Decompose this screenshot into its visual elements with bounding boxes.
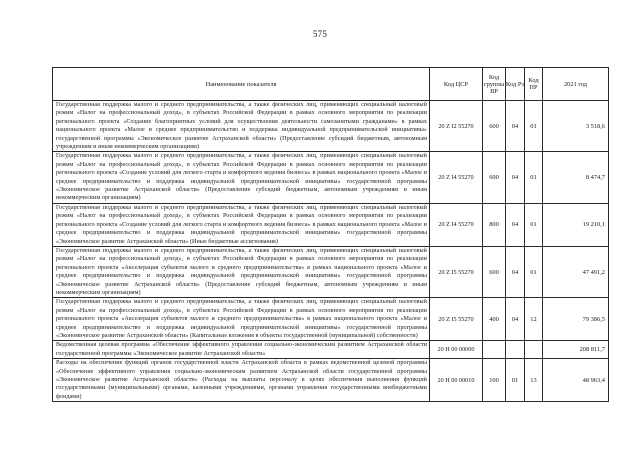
row-csr-code: 20 Z I5 55270 <box>430 298 483 341</box>
row-amount: 208 811,7 <box>543 341 609 359</box>
row-name: Ведомственная целевая программа «Обеспечение эффективного управления социально-экономическим развитием Астраханской области государственной программы «Экономическое развитие Астраханской области» <box>53 341 430 359</box>
row-vr-code <box>483 341 506 359</box>
column-header-year: 2021 год <box>543 68 609 101</box>
table-row <box>53 359 609 402</box>
row-csr-code: 20 Н 00 00000 <box>430 341 483 359</box>
row-name: Государственная поддержка малого и среднего предпринимательства, а также физических лиц, применяющих специальный налоговый режим «Налог на профессиональный доход», в субъектах Российской Федерации в рамках основного мероприятия по реализации регионального проекта «Акселерация субъектов малого и среднего предпринимательства» в рамках национального проекта «Малое и среднее предпринимательство и поддержка индивидуальной предпринимательской инициативы» государственной программы «Экономическое развитие Астраханской области» (Капитальные вложения в объекты государственной (муниципальной) собственности) <box>53 298 430 341</box>
row-pr-code: 01 <box>525 203 543 246</box>
row-rz-code <box>506 341 525 359</box>
column-header-name: Наименование показателя <box>53 68 430 101</box>
row-vr-code: 600 <box>483 152 506 203</box>
row-amount: 19 210,1 <box>543 203 609 246</box>
row-name: Государственная поддержка малого и среднего предпринимательства, а также физических лиц, применяющих специальный налоговый режим «Налог на профессиональный доход», в субъектах Российской Федерации в рамках основного мероприятия по реализации регионального проекта «Создание условий для легкого старта и комфортного ведения бизнеса» в рамках национального проекта «Малое и среднее предпринимательство и поддержка индивидуальной предпринимательской инициативы» государственной программы «Экономическое развитие Астраханской области» (Предоставление субсидий бюджетным, автономным учреждениям и иным некоммерческим организациям) <box>53 152 430 203</box>
row-amount: 3 518,6 <box>543 101 609 152</box>
column-header-rz: Код Рз <box>506 68 525 101</box>
row-pr-code: 13 <box>525 359 543 402</box>
table-header-row <box>53 68 609 101</box>
row-rz-code: 04 <box>506 298 525 341</box>
row-vr-code: 800 <box>483 203 506 246</box>
row-rz-code: 04 <box>506 203 525 246</box>
table-row <box>53 152 609 203</box>
row-amount: 79 386,5 <box>543 298 609 341</box>
table-row <box>53 341 609 359</box>
row-vr-code: 600 <box>483 246 506 297</box>
row-rz-code: 04 <box>506 152 525 203</box>
row-csr-code: 20 Z I4 55270 <box>430 152 483 203</box>
row-csr-code: 20 Н 00 00010 <box>430 359 483 402</box>
row-rz-code: 01 <box>506 359 525 402</box>
row-rz-code: 04 <box>506 246 525 297</box>
row-csr-code: 20 Z I2 55270 <box>430 101 483 152</box>
table-row <box>53 298 609 341</box>
row-name: Государственная поддержка малого и среднего предпринимательства, а также физических лиц, применяющих специальный налоговый режим «Налог на профессиональный доход», в субъектах Российской Федерации в рамках основного мероприятия по реализации регионального проекта «Создание благоприятных условий для осуществления деятельности самозанятыми гражданами» в рамках национального проекта «Малое и среднее предпринимательство и поддержка индивидуальной предпринимательской инициативы» государственной программы «Экономическое развитие Астраханской области» (Предоставление субсидий бюджетным, автономным учреждениям и иным некоммерческим организациям) <box>53 101 430 152</box>
column-header-csr: Код ЦСР <box>430 68 483 101</box>
column-header-vr: Код группы ВР <box>483 68 506 101</box>
row-csr-code: 20 Z I4 55270 <box>430 203 483 246</box>
row-vr-code: 600 <box>483 101 506 152</box>
table-row <box>53 246 609 297</box>
row-rz-code: 04 <box>506 101 525 152</box>
row-amount: 8 474,7 <box>543 152 609 203</box>
row-pr-code: 12 <box>525 298 543 341</box>
row-amount: 48 963,4 <box>543 359 609 402</box>
row-name: Расходы на обеспечение функций органов государственной власти Астраханской области в рамках ведомственной целевой программы «Обеспечение эффективного управления социально-экономическим развитием Астраханской области государственной программы «Экономическое развитие Астраханской области» (Расходы на выплаты персоналу в целях обеспечения выполнения функций государственными (муниципальными) органами, казенными учреждениями, органами управления государственными внебюджетными фондами) <box>53 359 430 402</box>
row-pr-code: 01 <box>525 101 543 152</box>
row-name: Государственная поддержка малого и среднего предпринимательства, а также физических лиц, применяющих специальный налоговый режим «Налог на профессиональный доход», в субъектах Российской Федерации в рамках основного мероприятия по реализации регионального проекта «Создание условий для легкого старта и комфортного ведения бизнеса» в рамках национального проекта «Малое и среднее предпринимательство и поддержка индивидуальной предпринимательской инициативы» государственной программы «Экономическое развитие Астраханской области» (Иные бюджетные ассигнования) <box>53 203 430 246</box>
table-row <box>53 203 609 246</box>
budget-table <box>52 67 609 402</box>
row-pr-code: 01 <box>525 152 543 203</box>
page-number: 575 <box>312 29 328 39</box>
column-header-pr: Код ПР <box>525 68 543 101</box>
row-name: Государственная поддержка малого и среднего предпринимательства, а также физических лиц, применяющих специальный налоговый режим «Налог на профессиональный доход», в субъектах Российской Федерации в рамках основного мероприятия по реализации регионального проекта «Акселерация субъектов малого и среднего предпринимательства» в рамках национального проекта «Малое и среднее предпринимательство и поддержка индивидуальной предпринимательской инициативы» государственной программы «Экономическое развитие Астраханской области» (Предоставление субсидий бюджетным, автономным учреждениям и иным некоммерческим организациям) <box>53 246 430 297</box>
row-pr-code: 01 <box>525 246 543 297</box>
row-vr-code: 100 <box>483 359 506 402</box>
row-pr-code <box>525 341 543 359</box>
row-amount: 47 491,2 <box>543 246 609 297</box>
row-csr-code: 20 Z I5 55270 <box>430 246 483 297</box>
row-vr-code: 400 <box>483 298 506 341</box>
table-row <box>53 101 609 152</box>
